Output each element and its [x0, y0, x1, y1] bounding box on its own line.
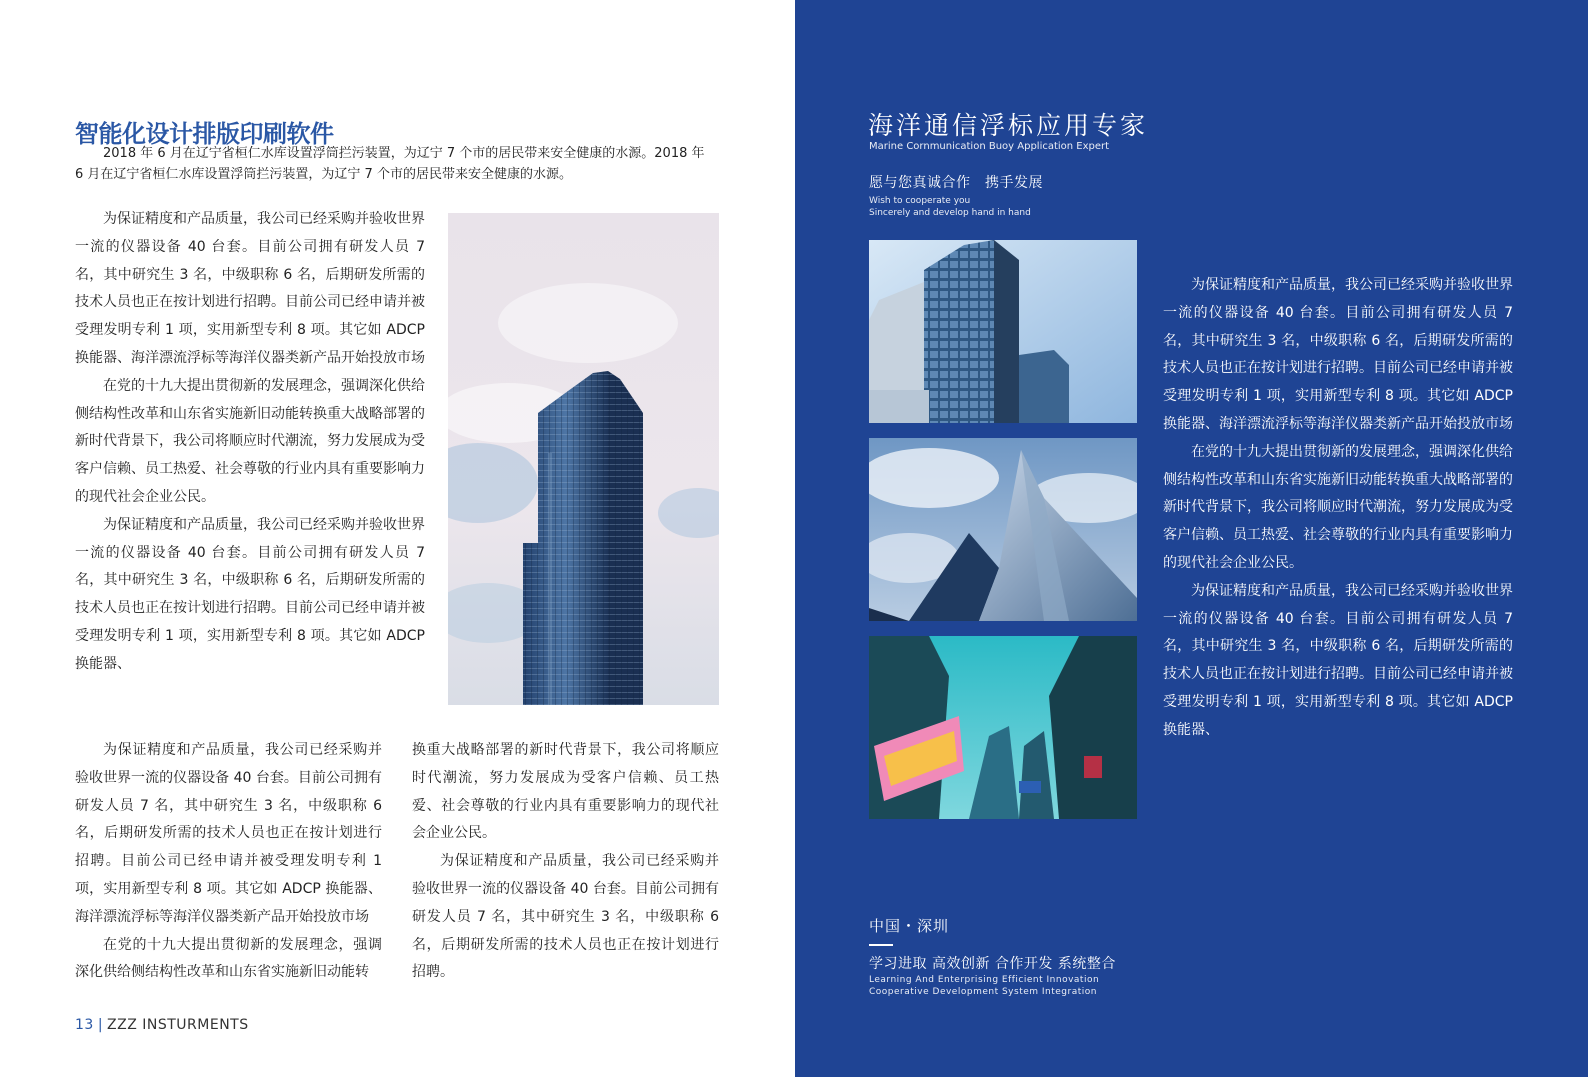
- building-photo-3: [869, 636, 1137, 819]
- keywords: 学习进取 高效创新 合作开发 系统整合: [869, 956, 1116, 972]
- column-lower-right: [412, 737, 719, 987]
- skyscraper-photo: [448, 213, 719, 705]
- paragraph: 为保证精度和产品质量，我公司已经采购并验收世界一流的仪器设备 40 台套。目前公司拥有研发人员 7 名，其中研究生 3 名，中级职称 6 名，后期研发所需的技术人员也正在按计划进行招聘。目前公司已经申请并被受理发明专利 1 项，实用新型专利 8 项。其它如 ADCP 换能器、海洋漂流浮标等海洋仪器类新产品开始投放市场: [75, 211, 425, 366]
- footer-separator: |: [97, 1017, 104, 1033]
- slogan-english-line: Wish to cooperate you: [869, 196, 971, 206]
- paragraph: 为保证精度和产品质量，我公司已经采购并验收世界一流的仪器设备 40 台套。目前公司拥有研发人员 7 名，其中研究生 3 名，中级职称 6 名，后期研发所需的技术人员也正在按计划进行招聘。目前公司已经申请并被受理发明专利 1 项，实用新型专利 8 项。其它如 ADCP 换能器、: [1163, 582, 1513, 738]
- slogan: 愿与您真诚合作 携手发展: [869, 175, 1043, 191]
- divider: [869, 944, 893, 946]
- paragraph: 为保证精度和产品质量，我公司已经采购并验收世界一流的仪器设备 40 台套。目前公司拥有研发人员 7 名，其中研究生 3 名，中级职称 6 名，后期研发所需的技术人员也正在按计划进行招聘。目前公司已经申请并被受理发明专利 1 项，实用新型专利 8 项。其它如 ADCP 换能器、海洋漂流浮标等海洋仪器类新产品开始投放市场: [1163, 277, 1513, 432]
- intro-paragraph: 2018 年 6 月在辽宁省桓仁水库设置浮筒拦污装置，为辽宁 7 个市的居民带来安全健康的水源。2018 年 6 月在辽宁省桓仁水库设置浮筒拦污装置，为辽宁 7 个市的居民带来安全健康的水源。: [75, 146, 705, 182]
- paragraph: 在党的十九大提出贯彻新的发展理念，强调深化供给侧结构性改革和山东省实施新旧动能转换重大战略部署的新时代背景下，我公司将顺应时代潮流，努力发展成为受客户信赖、员工热爱、社会尊敬的行业内具有重要影响力的现代社会企业公民。: [1163, 443, 1513, 571]
- paragraph: 在党的十九大提出贯彻新的发展理念，强调深化供给侧结构性改革和山东省实施新旧动能转: [75, 936, 382, 981]
- page-number: 13: [75, 1017, 94, 1033]
- paragraph: 在党的十九大提出贯彻新的发展理念，强调深化供给侧结构性改革和山东省实施新旧动能转换重大战略部署的新时代背景下，我公司将顺应时代潮流，努力发展成为受客户信赖、员工热爱、社会尊敬的行业内具有重要影响力的现代社会企业公民。: [75, 377, 425, 505]
- right-page: [795, 0, 1588, 1077]
- paragraph: 为保证精度和产品质量，我公司已经采购并验收世界一流的仪器设备 40 台套。目前公司拥有研发人员 7 名，其中研究生 3 名，中级职称 6 名，后期研发所需的技术人员也正在按计划进行招聘。: [412, 853, 719, 981]
- section-title: 海洋通信浮标应用专家: [868, 111, 1149, 140]
- paragraph-continuation: 换重大战略部署的新时代背景下，我公司将顺应时代潮流，努力发展成为受客户信赖、员工热爱、社会尊敬的行业内具有重要影响力的现代社会企业公民。: [412, 742, 719, 842]
- keywords-english-line: Learning And Enterprising Efficient Innovation: [869, 975, 1100, 985]
- column-upper-left: [75, 206, 425, 679]
- paragraph: 为保证精度和产品质量，我公司已经采购并验收世界一流的仪器设备 40 台套。目前公司拥有研发人员 7 名，其中研究生 3 名，中级职称 6 名，后期研发所需的技术人员也正在按计划进行招聘。目前公司已经申请并被受理发明专利 1 项，实用新型专利 8 项。其它如 ADCP 换能器、: [75, 516, 425, 672]
- section-subtitle: Marine Cornmunication Buoy Application Expert: [869, 141, 1110, 152]
- paragraph: 为保证精度和产品质量，我公司已经采购并验收世界一流的仪器设备 40 台套。目前公司拥有研发人员 7 名，其中研究生 3 名，中级职称 6 名，后期研发所需的技术人员也正在按计划进行招聘。目前公司已经申请并被受理发明专利 1 项，实用新型专利 8 项。其它如 ADCP 换能器、海洋漂流浮标等海洋仪器类新产品开始投放市场: [75, 742, 382, 925]
- page-title: 智能化设计排版印刷软件: [75, 120, 334, 149]
- page-footer: [75, 1017, 249, 1033]
- slogan-english: [869, 195, 1031, 219]
- column-lower-left: [75, 737, 382, 987]
- location: 中国・深圳: [869, 917, 950, 935]
- building-photo-2: [869, 438, 1137, 621]
- right-column-text: [1163, 272, 1513, 745]
- brand-name: ZZZ INSTURMENTS: [107, 1017, 249, 1033]
- keywords-english-line: Cooperative Development System Integration: [869, 987, 1097, 997]
- slogan-english-line: Sincerely and develop hand in hand: [869, 208, 1031, 218]
- building-photo-1: [869, 240, 1137, 423]
- keywords-english: [869, 974, 1099, 998]
